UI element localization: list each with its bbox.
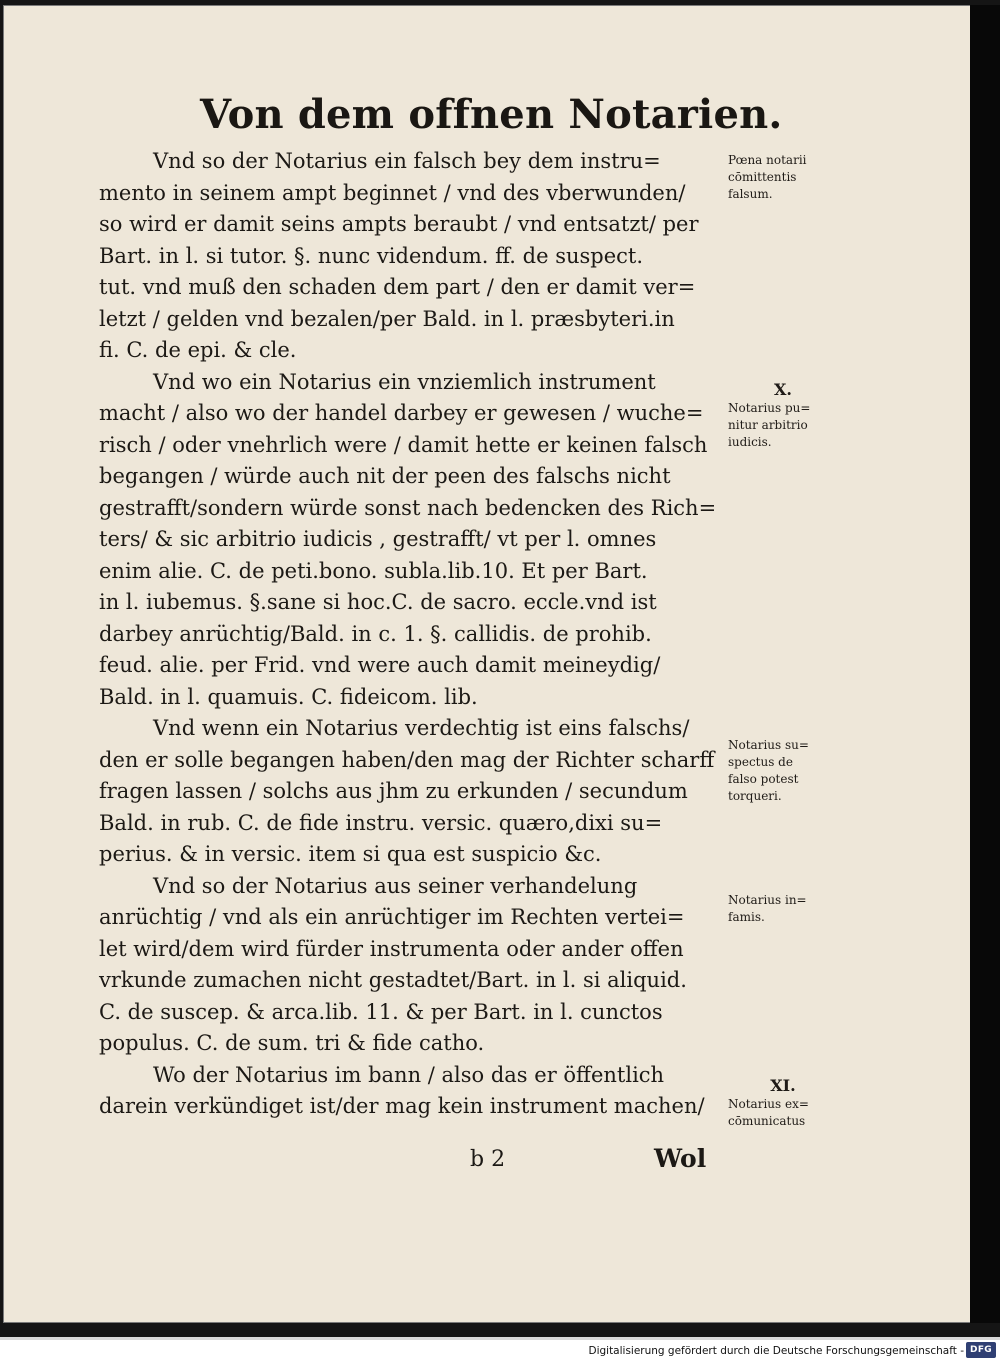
body-line: Vnd so der Notarius ein falsch bey dem instru= <box>153 149 661 173</box>
body-line: letzt / gelden vnd bezalen/per Bald. in l. præsbyteri.in <box>99 306 675 331</box>
margin-note-line: cōmittentis <box>728 170 797 184</box>
body-line: perius. & in versic. item si qua est suspicio &c. <box>99 842 602 866</box>
body-line: risch / oder vnehrlich were / damit hette er keinen falsch <box>99 432 708 457</box>
margin-note-1 <box>728 152 848 203</box>
body-line: Vnd wenn ein Notarius verdechtig ist eins falschs/ <box>153 716 690 740</box>
body-text <box>99 146 729 1123</box>
margin-note-4 <box>728 892 848 926</box>
margin-note-line: Notarius in= <box>728 893 807 907</box>
dfg-logo: DFG <box>966 1342 996 1358</box>
body-line: in l. iubemus. §.sane si hoc.C. de sacro. eccle.vnd ist <box>99 590 657 614</box>
margin-note-number: XI. <box>770 1076 796 1095</box>
body-line: tut. vnd muß den schaden dem part / den er damit ver= <box>99 275 696 299</box>
margin-note-line: Notarius pu= <box>728 401 811 415</box>
body-line: begangen / würde auch nit der peen des falschs nicht <box>99 464 671 488</box>
body-line: macht / also wo der handel darbey er gewesen / wuche= <box>99 401 704 425</box>
margin-note-line: nitur arbitrio <box>728 418 808 432</box>
body-line: den er solle begangen haben/den mag der Richter scharff <box>99 747 715 772</box>
margin-note-line: famis. <box>728 910 765 924</box>
signature-mark: b 2 <box>470 1147 506 1172</box>
body-line: fragen lassen / solchs aus jhm zu erkunden / secundum <box>99 779 688 803</box>
margin-note-2 <box>728 380 848 451</box>
margin-note-line: Notarius su= <box>728 738 809 752</box>
body-line: mento in seinem ampt beginnet / vnd des vberwunden/ <box>99 180 686 205</box>
body-line: Wo der Notarius im bann / also das er öffentlich <box>153 1062 665 1087</box>
body-line: so wird er damit seins ampts beraubt / vnd entsatzt/ per <box>99 212 699 236</box>
margin-note-line: torqueri. <box>728 789 782 803</box>
margin-note-line: falsum. <box>728 187 773 201</box>
digitization-credit: Digitalisierung gefördert durch die Deutsche Forschungsgemeinschaft - <box>588 1345 964 1357</box>
body-line: anrüchtig / vnd als ein anrüchtiger im Rechten vertei= <box>99 905 685 929</box>
body-line: Bald. in rub. C. de fide instru. versic. quæro,dixi su= <box>99 810 663 835</box>
margin-note-line: Pœna notarii <box>728 153 807 167</box>
body-line: fi. C. de epi. & cle. <box>99 338 297 362</box>
body-line: ters/ & sic arbitrio iudicis , gestrafft/ vt per l. omnes <box>99 527 657 551</box>
body-line: Bald. in l. quamuis. C. fideicom. lib. <box>99 684 478 709</box>
margin-note-line: cōmunicatus <box>728 1114 806 1128</box>
body-line: feud. alie. per Frid. vnd were auch damit meineydig/ <box>99 653 661 677</box>
body-line: vrkunde zumachen nicht gestadtet/Bart. in l. si aliquid. <box>99 968 687 992</box>
margin-note-line: iudicis. <box>728 435 772 449</box>
body-line: darbey anrüchtig/Bald. in c. 1. §. callidis. de prohib. <box>99 621 652 646</box>
scan-edge <box>970 5 1000 1323</box>
body-line: darein verkündiget ist/der mag kein instrument machen/ <box>99 1094 705 1118</box>
body-line: Vnd so der Notarius aus seiner verhandelung <box>153 873 638 898</box>
margin-note-line: falso potest <box>728 772 799 786</box>
margin-note-line: spectus de <box>728 755 793 769</box>
catchword: Wol <box>654 1144 707 1173</box>
margin-note-3 <box>728 737 848 805</box>
margin-note-number: X. <box>774 380 792 399</box>
margin-note-line: Notarius ex= <box>728 1097 809 1111</box>
body-line: Vnd wo ein Notarius ein vnziemlich instrument <box>153 369 656 394</box>
body-line: populus. C. de sum. tri & fide catho. <box>99 1031 485 1055</box>
body-line: gestrafft/sondern würde sonst nach bedencken des Rich= <box>99 495 717 520</box>
page-heading: Von dem offnen Notarien. <box>200 91 783 138</box>
body-line: enim alie. C. de peti.bono. subla.lib.10. Et per Bart. <box>99 558 648 583</box>
margin-note-5 <box>728 1076 848 1130</box>
body-line: C. de suscep. & arca.lib. 11. & per Bart. in l. cunctos <box>99 999 663 1024</box>
body-line: Bart. in l. si tutor. §. nunc videndum. ff. de suspect. <box>99 243 644 268</box>
body-line: let wird/dem wird fürder instrumenta oder ander offen <box>99 936 684 961</box>
